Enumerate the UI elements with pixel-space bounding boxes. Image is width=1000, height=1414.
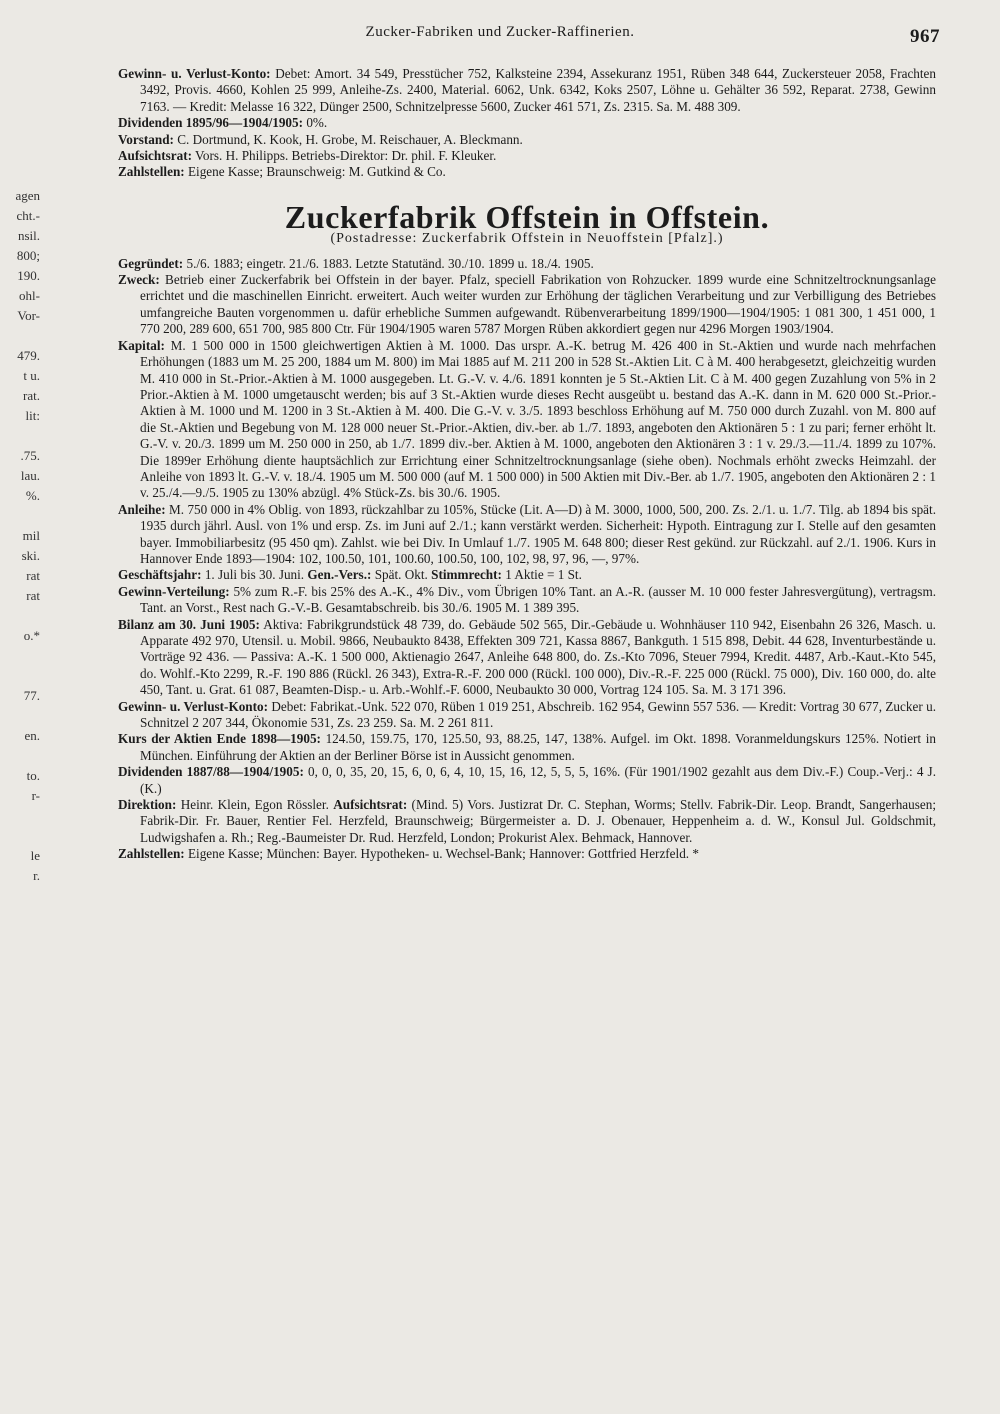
entries-entry-gegr-ndet bbox=[118, 256, 936, 272]
margin-fragment: r- bbox=[31, 788, 40, 803]
entries-entry-dividenden-1887-88-1904-1905 bbox=[118, 764, 936, 797]
margin-fragment: cht.- bbox=[16, 208, 40, 223]
entry-text: 1. Juli bis 30. Juni. bbox=[201, 567, 308, 583]
margin-fragment: rat bbox=[26, 588, 40, 603]
margin-fragment: .75. bbox=[20, 448, 40, 463]
previous-company-tail bbox=[118, 66, 936, 181]
entry-text: Spät. Okt. bbox=[371, 567, 432, 583]
entry-label: Kurs der Aktien Ende 1898—1905: bbox=[118, 731, 321, 747]
entries-entry-gewinn-u-verlust-konto bbox=[118, 699, 936, 732]
margin-fragment: ohl- bbox=[19, 288, 40, 303]
margin-fragment: 77. bbox=[23, 688, 40, 703]
entry-label: Zweck: bbox=[118, 272, 160, 288]
prev-entry-vorstand bbox=[118, 132, 936, 148]
entries-entry-gesch-ftsjahr bbox=[118, 567, 936, 583]
company-title: Zuckerfabrik Offstein in Offstein. bbox=[284, 198, 770, 235]
margin-fragment bbox=[0, 806, 40, 826]
running-title: Zucker-Fabriken und Zucker-Raffinerien. bbox=[365, 24, 635, 40]
page-number: 967 bbox=[910, 26, 940, 47]
entry-text: Heinr. Klein, Egon Rössler. bbox=[176, 797, 334, 813]
company-entries bbox=[118, 256, 936, 863]
entry-text: Betrieb einer Zuckerfabrik bei Offstein in der bayer. Pfalz, speciell Fabrikation von Rohzucker. 1899 wurde eine Schnitzeltrocknungsanlage errichtet und die maschinellen Einricht. erweitert. Auch weiter wurden zur Erhöhung der täglichen Verarbeitung und zur Verbilligung des Betriebes umfangreiche Bauten vorgenommen u. dafür erhebliche Summen aufgewandt. Rübenverarbeitung 1899/1900—1904/1905: 1 081 300, 1 451 000, 1 770 200, 289 600, 651 700, 985 800 Ctr. Für 1904/1905 waren 5787 Morgen Rüben akkordiert gegen nur 4296 Morgen 1903/1904. bbox=[140, 272, 936, 337]
entry-text: Debet: Amort. 34 549, Presstücher 752, Kalksteine 2394, Assekuranz 1951, Rüben 348 644, Zuckersteuer 2058, Frachten 3492, Provis. 4660, Kohlen 25 999, Anleihe-Zs. 2400, Material. 6062, Unk. 6342, Koks 2507, Löhne u. Gehälter 36 592, Reparat. 2738, Gewinn 7163. — Kredit: Melasse 16 322, Dünger 2500, Schnitzelpresse 5600, Zucker 461 571, Zs. 2315. Sa. M. 488 309. bbox=[140, 66, 937, 114]
entries-entry-bilanz-am-30-juni-1905 bbox=[118, 617, 936, 699]
margin-fragment bbox=[0, 706, 40, 726]
margin-fragment: lit: bbox=[25, 408, 40, 423]
main-column bbox=[118, 66, 936, 863]
prev-entry-aufsichtsrat bbox=[118, 148, 936, 164]
entry-label: Gewinn- u. Verlust-Konto: bbox=[118, 698, 269, 714]
entry-text: 5% zum R.-F. bis 25% des A.-K., 4% Div., vom Übrigen 10% Tant. an A.-R. (ausser M. 10 000 fester Jahresvergütung), vertragsm. Tant. an Vorst., Rest nach G.-V.-B. Gesamtabschreib. bis 30./6. 1905 M. 1 389 395. bbox=[140, 583, 936, 616]
margin-fragment bbox=[0, 666, 40, 686]
margin-fragment: to. bbox=[26, 768, 40, 783]
entries-entry-zweck bbox=[118, 272, 936, 338]
entry-label: Gewinn- u. Verlust-Konto: bbox=[118, 66, 271, 81]
entry-text: (Mind. 5) Vors. Justizrat Dr. C. Stephan, Worms; Stellv. Fabrik-Dir. Leop. Brandt, Sangerhausen; Fabrik-Dir. Fr. Bauer, Rentier Fel. Herzfeld, Braunschweig; Bürgermeister a. D. J. Obenauer, Heppenheim a. d. W., Konsul Jul. Goldschmit, Ludwigshafen a. Rh.; Reg.-Baumeister Dr. Rud. Herzfeld, London; Prokurist Alex. Behmack, Hannover. bbox=[140, 797, 936, 845]
entries-entry-zahlstellen bbox=[118, 846, 936, 862]
entry-label: Dividenden 1895/96—1904/1905: bbox=[118, 115, 304, 131]
margin-fragment: mil bbox=[22, 528, 40, 543]
entry-label: Gen.-Vers.: bbox=[307, 567, 372, 583]
left-margin-fragments bbox=[0, 186, 40, 926]
prev-entry-dividenden-1895-96-1904-1905 bbox=[118, 115, 936, 131]
margin-fragment: le bbox=[30, 848, 40, 863]
entry-label: Gegründet: bbox=[118, 255, 184, 271]
prev-entry-zahlstellen bbox=[118, 164, 936, 180]
margin-fragment bbox=[0, 886, 40, 906]
entry-text: Vors. H. Philipps. Betriebs-Direktor: Dr. phil. F. Kleuker. bbox=[192, 148, 497, 164]
running-header bbox=[60, 24, 940, 54]
margin-fragment: 800; bbox=[16, 248, 40, 263]
entry-label: Vorstand: bbox=[118, 131, 174, 147]
margin-fragment bbox=[0, 506, 40, 526]
entry-text: 0%. bbox=[303, 115, 328, 131]
margin-fragment bbox=[0, 646, 40, 666]
entry-label: Kapital: bbox=[118, 337, 165, 353]
entry-text: M. 750 000 in 4% Oblig. von 1893, rückzahlbar zu 105%, Stücke (Lit. A—D) à M. 3000, 1000, 500, 200. Zs. 2./1. u. 1./7. Tilg. ab 1894 bis spät. 1935 durch jährl. Ausl. von 1% und ersp. Zs. im Juni auf 2./1.; kann verstärkt werden. Sicherheit: Hypoth. Eintragung zur I. Stelle auf den gesamten bayer. Immobiliarbesitz (95 450 qm). Zahlst. wie bei Div. In Umlauf 1./7. 1905 M. 648 800; dieser Rest gekünd. zur Rückzahl. auf 2./1. 1906. Kurs in Hannover Ende 1893—1904: 102, 100.50, 101, 100.60, 100.50, 100, 102, 98, 97, 96, —, 97%. bbox=[140, 501, 936, 566]
entry-text: 0, 0, 0, 35, 20, 15, 6, 0, 6, 4, 10, 15, 16, 12, 5, 5, 5, 16%. (Für 1901/1902 gezahlt aus dem Div.-F.) Coup.-Verj.: 4 J. (K.) bbox=[140, 764, 936, 796]
entry-label: Zahlstellen: bbox=[118, 846, 185, 862]
entry-label: Direktion: bbox=[118, 797, 177, 813]
margin-fragment: rat. bbox=[23, 388, 40, 403]
entries-entry-gewinn-verteilung bbox=[118, 584, 936, 617]
margin-fragment bbox=[0, 606, 40, 626]
margin-fragment: o.* bbox=[23, 628, 40, 643]
margin-fragment: 190. bbox=[17, 268, 40, 283]
company-postal-address: (Postadresse: Zuckerfabrik Offstein in Neuoffstein [Pfalz].) bbox=[330, 231, 724, 247]
margin-fragment: 479. bbox=[17, 348, 40, 363]
entry-label: Dividenden 1887/88—1904/1905: bbox=[118, 764, 304, 780]
entries-entry-kapital bbox=[118, 338, 936, 502]
prev-entry-gewinn-u-verlust-konto bbox=[118, 66, 936, 115]
margin-fragment bbox=[0, 426, 40, 446]
entries-entry-kurs-der-aktien-ende-1898-1905 bbox=[118, 731, 936, 764]
entry-label: Stimmrecht: bbox=[431, 567, 502, 583]
margin-fragment bbox=[0, 326, 40, 346]
entry-label: Anleihe: bbox=[118, 501, 166, 517]
margin-fragment bbox=[0, 746, 40, 766]
entry-label: Aufsichtsrat: bbox=[118, 148, 192, 164]
margin-fragment: en. bbox=[24, 728, 40, 743]
margin-fragment bbox=[0, 906, 40, 926]
margin-fragment: %. bbox=[25, 488, 40, 503]
margin-fragment: agen bbox=[15, 188, 40, 203]
entry-text: 5./6. 1883; eingetr. 21./6. 1883. Letzte Statutänd. 30./10. 1899 u. 18./4. 1905. bbox=[183, 255, 594, 271]
margin-fragment: t u. bbox=[23, 368, 40, 383]
entry-text: Eigene Kasse; München: Bayer. Hypotheken- u. Wechsel-Bank; Hannover: Gottfried Herzfeld. * bbox=[184, 846, 699, 862]
entry-label: Bilanz am 30. Juni 1905: bbox=[118, 616, 260, 632]
entry-text: Debet: Fabrikat.-Unk. 522 070, Rüben 1 019 251, Abschreib. 162 954, Gewinn 557 536. — Kredit: Vortrag 30 677, Zucker u. Schnitzel 2 207 344, Ökonomie 531, Zs. 23 259. Sa. M. 2 261 811. bbox=[140, 698, 936, 731]
entry-text: C. Dortmund, K. Kook, H. Grobe, M. Reischauer, A. Bleckmann. bbox=[173, 131, 523, 147]
margin-fragment: nsil. bbox=[17, 228, 40, 243]
entries-entry-direktion bbox=[118, 797, 936, 846]
margin-fragment: ski. bbox=[21, 548, 40, 563]
entry-text: 1 Aktie = 1 St. bbox=[501, 567, 582, 583]
entry-label: Gewinn-Verteilung: bbox=[118, 583, 230, 599]
entry-label: Zahlstellen: bbox=[118, 164, 185, 180]
margin-fragment: lau. bbox=[20, 468, 40, 483]
margin-fragment: r. bbox=[33, 868, 40, 883]
margin-fragment bbox=[0, 826, 40, 846]
margin-fragment: Vor- bbox=[17, 308, 40, 323]
entry-label: Geschäftsjahr: bbox=[118, 567, 202, 583]
entry-label: Aufsichtsrat: bbox=[333, 797, 408, 813]
entry-text: Aktiva: Fabrikgrundstück 48 739, do. Gebäude 502 565, Dir.-Gebäude u. Wohnhäuser 110 942, Eisenbahn 26 326, Masch. u. Apparate 492 970, Utensil. u. Mobil. 9866, Neubaukto 8438, Effekten 309 721, Kassa 8867, Bankguth. 1 515 898, Debit. 44 628, Inventurbestände u. Vorträge 92 436. — Passiva: A.-K. 1 500 000, Aktienagio 2647, Anleihe 648 800, do. Zs.-Kto 7096, Steuer 7994, Kredit. 4487, Arb.-Kaut.-Kto 545, do. Wohlf.-Kto 2299, R.-F. 190 886 (Rückl. 26 343), Extra-R.-F. 200 000 (Rückl. 100 000), Div.-R.-F. 225 000 (Rückl. 75 000), Div. 160 000, do. alte 450, Tant. u. Grat. 61 087, Beamten-Disp.- u. Arb.-Wohlf.-F. 6000, Neubaukto 30 000, Vortrag 124 105. Sa. M. 3 171 396. bbox=[140, 616, 936, 698]
entry-text: M. 1 500 000 in 1500 gleichwertigen Aktien à M. 1000. Das urspr. A.-K. betrug M. 426 400 in St.-Aktien und wurde nach mehrfachen Erhöhungen (1883 um M. 25 200, 1884 um M. 800) im Mai 1885 auf M. 211 200 in 528 St.-Aktien Lit. C à M. 400 herabgesetzt, gleichzeitig wurden M. 410 000 in St.-Prior.-Aktien à M. 1000 ausgegeben. Lt. G.-V. v. 4./6. 1891 konnten je 5 St.-Aktien Lit. C à M. 400 gegen Zuzahlung von 5% in 2 Prior.-Aktien à M. 1000 umgetauscht werden; bis auf 3 St.-Aktien wurde dieses Recht ausgeübt u. bestand das A.-K. dann in M. 620 000 St.-Prior.-Aktien à M. 1000 und M. 1200 in 3 St.-Aktien à M. 400. Die G.-V. v. 3./5. 1893 beschloss Erhöhung auf M. 750 000 durch Zuzahl. von M. 800 auf die St.-Aktien und Begebung von M. 128 000 neuer St.-Prior.-Aktien, div.-ber. ab 1./7. 1893, angeboten den Aktionären 5 : 1 zu pari; ferner erhöht lt. G.-V. v. 20./3. 1899 um M. 250 000 in 250, ab 1./7. 1899 div.-ber. Aktien à M. 1000, angeboten den Aktionären 3 : 1 v. 29./3.—11./4. 1899 zu 107%. Die 1899er Erhöhung diente hauptsächlich zur Errichtung einer Schnitzeltrocknungsanlage (siehe oben). Nochmals erhöht zwecks Heimzahl. der Anleihe von 1893 lt. G.-V. v. 18./4. 1905 um M. 500 000 (auf M. 1 500 000) in 500 Aktien mit Div.-Ber. ab 1./7. 1905, angeboten den Aktionären 2 : 1 v. 25./4.—9./5. 1905 zu 130% abzügl. 4% Stück-Zs. bis 30./6. 1905. bbox=[140, 337, 936, 501]
entry-text: Eigene Kasse; Braunschweig: M. Gutkind & Co. bbox=[184, 164, 446, 180]
entries-entry-anleihe bbox=[118, 502, 936, 568]
entry-text: 124.50, 159.75, 170, 125.50, 93, 88.25, 147, 138%. Aufgel. im Okt. 1898. Voranmeldungskurs 125%. Notiert in München. Einführung der Aktien an der Berliner Börse ist in Aussicht genommen. bbox=[140, 731, 936, 763]
margin-fragment: rat bbox=[26, 568, 40, 583]
